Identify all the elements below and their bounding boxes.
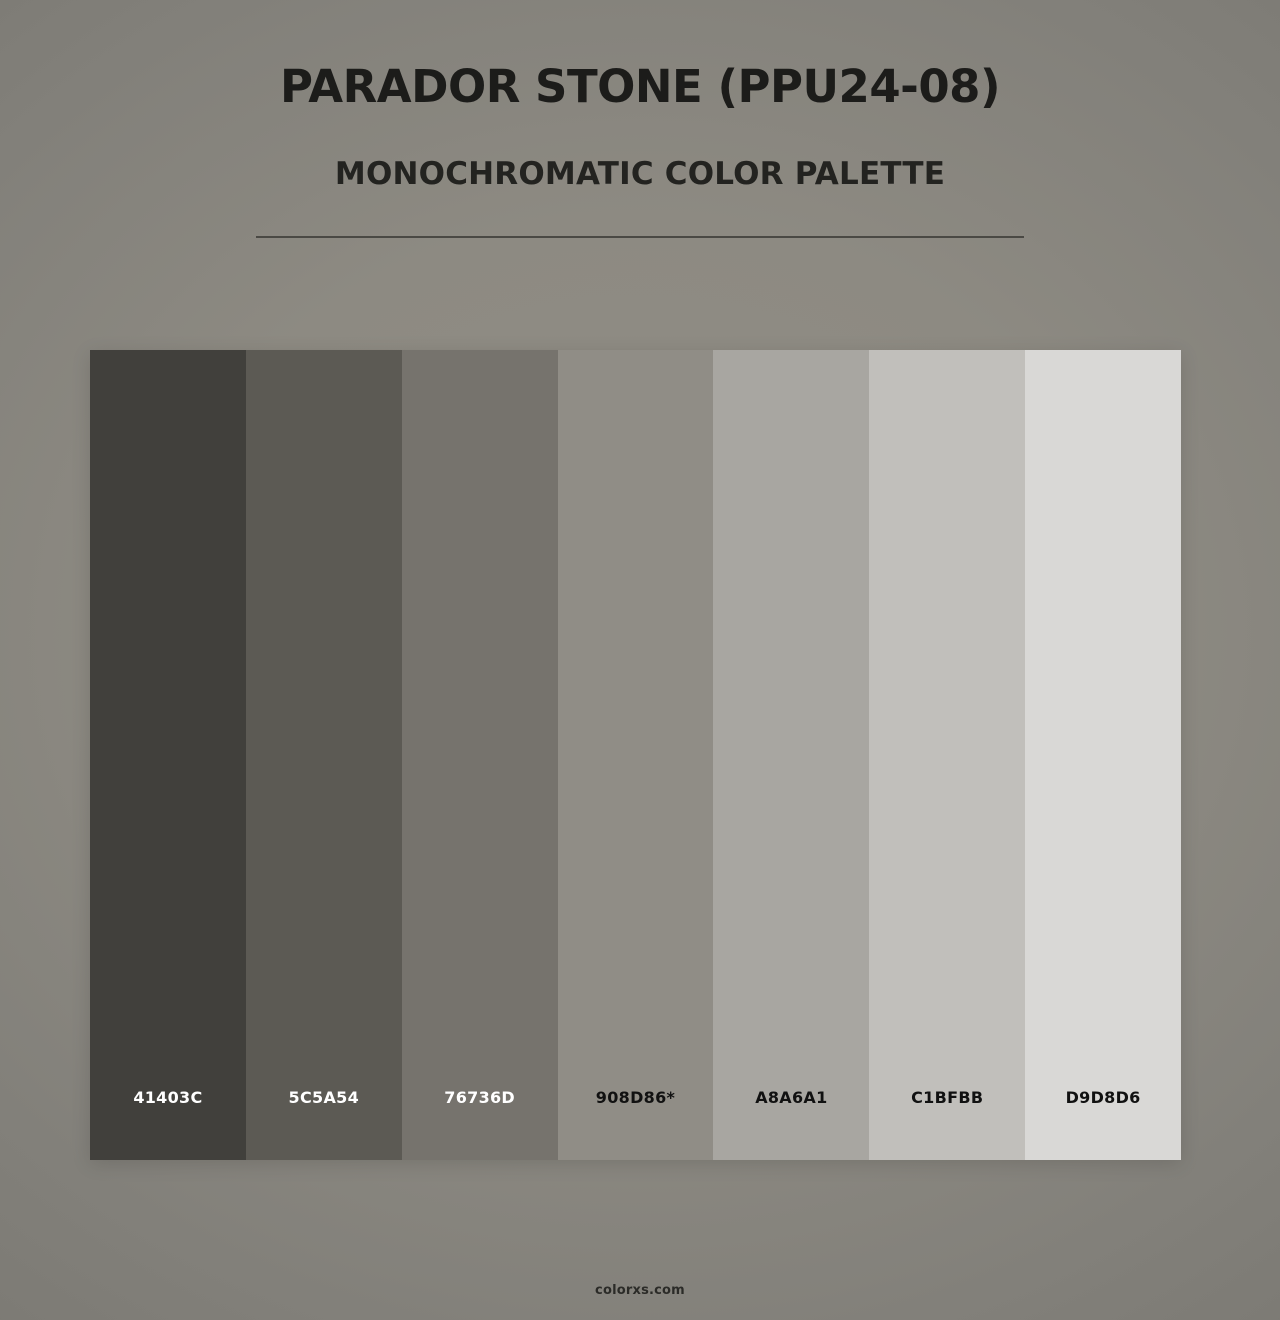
page-subtitle: MONOCHROMATIC COLOR PALETTE — [334, 155, 946, 192]
page-header — [0, 62, 1280, 192]
color-palette — [90, 350, 1181, 1160]
swatch-color-block[interactable] — [869, 350, 1025, 1034]
color-swatch[interactable] — [90, 350, 246, 1160]
swatch-color-block[interactable] — [246, 350, 402, 1034]
color-swatch[interactable] — [558, 350, 714, 1160]
swatch-color-block[interactable] — [90, 350, 246, 1034]
color-swatch[interactable] — [713, 350, 869, 1160]
swatch-hex-label: 5C5A54 — [246, 1034, 402, 1160]
page-title: PARADOR STONE (PPU24-08) — [279, 60, 1001, 113]
swatch-hex-label: 41403C — [90, 1034, 246, 1160]
swatch-hex-label: 908D86* — [558, 1034, 714, 1160]
color-swatch[interactable] — [1025, 350, 1181, 1160]
swatch-hex-label: D9D8D6 — [1025, 1034, 1181, 1160]
swatch-color-block[interactable] — [402, 350, 558, 1034]
swatch-color-block[interactable] — [1025, 350, 1181, 1034]
swatch-color-block[interactable] — [558, 350, 714, 1034]
color-swatch[interactable] — [402, 350, 558, 1160]
color-swatch[interactable] — [869, 350, 1025, 1160]
swatch-hex-label: C1BFBB — [869, 1034, 1025, 1160]
color-swatch[interactable] — [246, 350, 402, 1160]
divider — [256, 236, 1024, 238]
swatch-hex-label: A8A6A1 — [713, 1034, 869, 1160]
site-credit: colorxs.com — [595, 1283, 685, 1298]
swatch-hex-label: 76736D — [402, 1034, 558, 1160]
swatch-color-block[interactable] — [713, 350, 869, 1034]
